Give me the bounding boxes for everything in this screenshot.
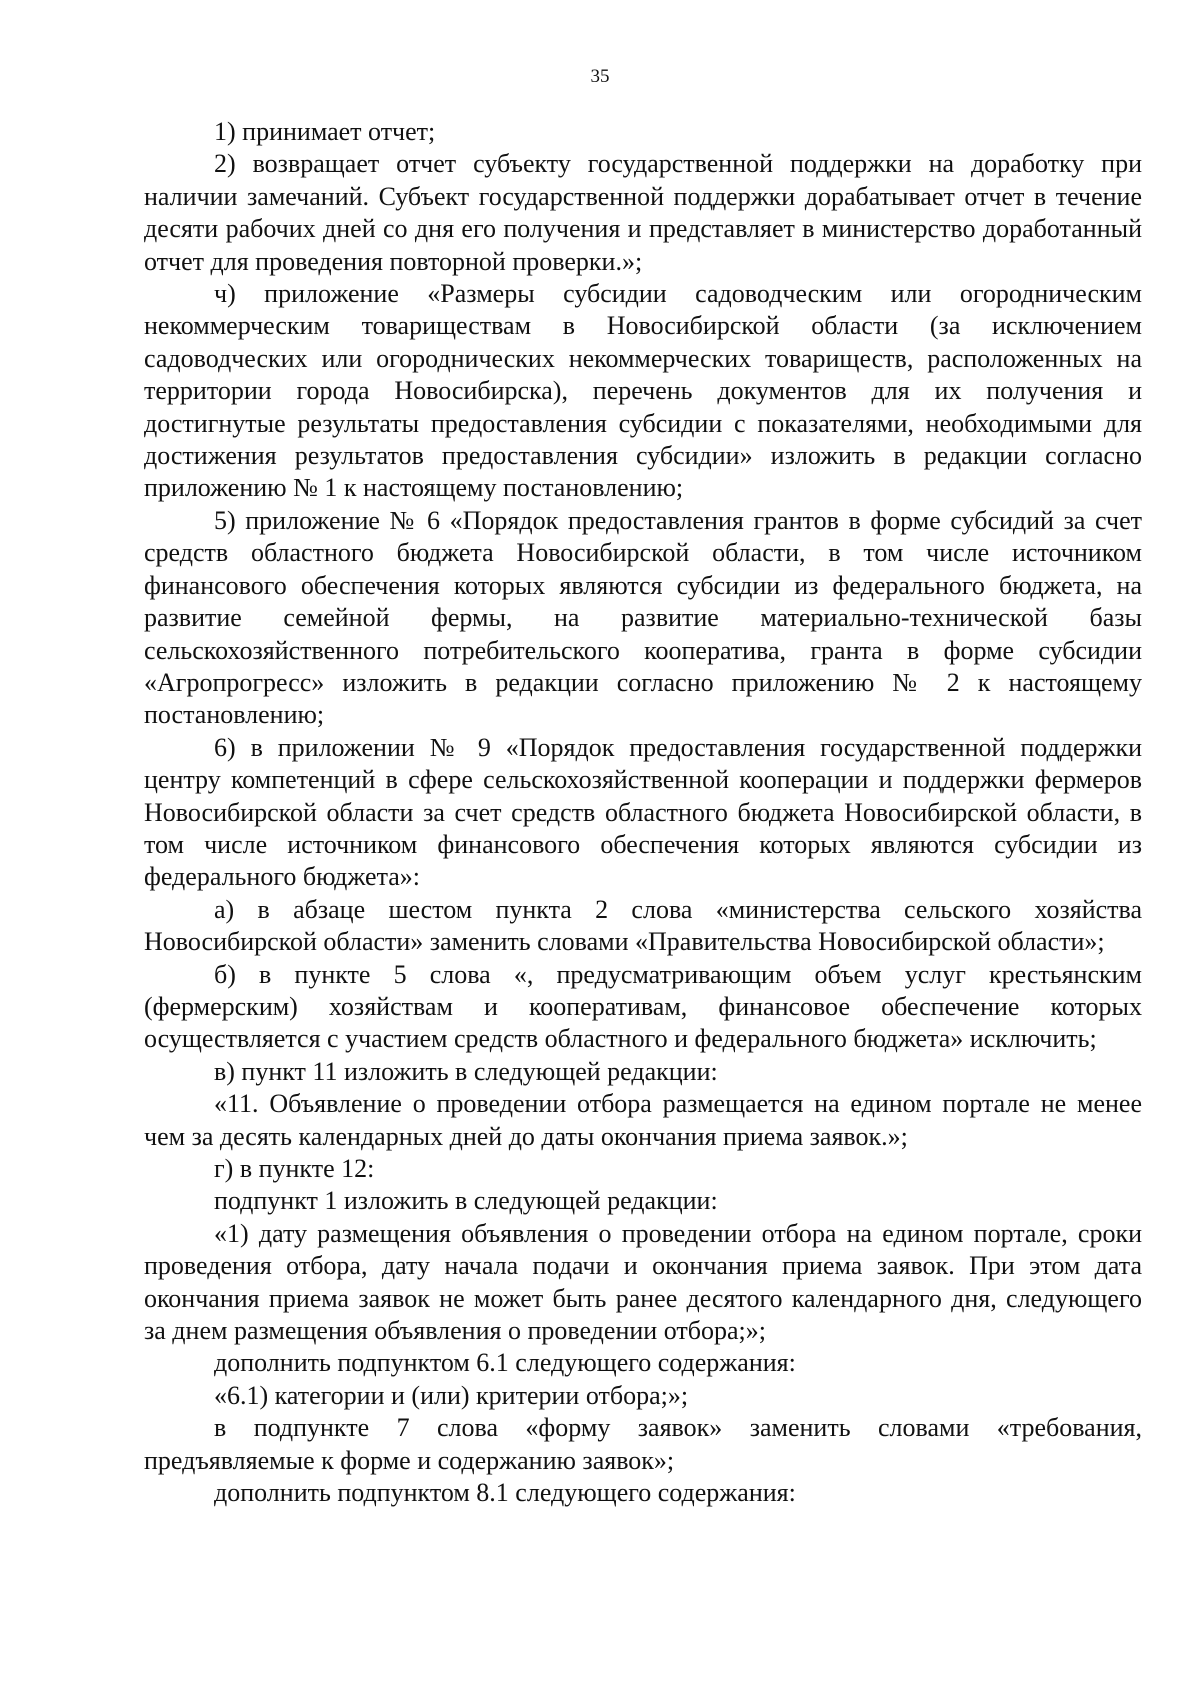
paragraph: «11. Объявление о проведении отбора размещается на едином портале не менее чем за десять календарных дней до даты окончания приема заявок.»;	[144, 1089, 1142, 1151]
document-body	[144, 116, 1142, 1509]
paragraph: дополнить подпунктом 8.1 следующего содержания:	[214, 1478, 796, 1508]
paragraph: а) в абзаце шестом пункта 2 слова «министерства сельского хозяйства Новосибирской области» заменить словами «Правительства Новосибирской области»;	[144, 894, 1142, 957]
page-number: 35	[590, 66, 610, 87]
paragraph: в) пункт 11 изложить в следующей редакции:	[214, 1056, 718, 1086]
paragraph: 5) приложение № 6 «Порядок предоставления грантов в форме субсидий за счет средств областного бюджета Новосибирской области, в том числе источником финансового обеспечения которых являются субсидии из федерального бюджета, на развитие семейной фермы, на развитие материально-технической базы сельскохозяйственного потребительского кооператива, гранта в форме субсидии «Агропрогресс» изложить в редакции согласно приложению № 2 к настоящему постановлению;	[144, 505, 1142, 730]
paragraph: 1) принимает отчет;	[214, 117, 436, 146]
paragraph: ч) приложение «Размеры субсидии садоводческим или огородническим некоммерческим товариществам в Новосибирской области (за исключением садоводческих или огороднических некоммерческих товариществ, расположенных на территории города Новосибирска), перечень документов для их получения и достигнутые результаты предоставления субсидии с показателями, необходимыми для достижения результатов предоставления субсидии» изложить в редакции согласно приложению № 1 к настоящему постановлению;	[144, 279, 1142, 503]
paragraph: в подпункте 7 слова «форму заявок» заменить словами «требования, предъявляемые к форме и содержанию заявок»;	[144, 1413, 1142, 1475]
paragraph: «6.1) категории и (или) критерии отбора;»;	[214, 1380, 689, 1410]
paragraph: «1) дату размещения объявления о проведении отбора на едином портале, сроки проведения отбора, дату начала подачи и окончания приема заявок. При этом дата окончания приема заявок не может быть ранее десятого календарного дня, следующего за днем размещения объявления о проведении отбора;»;	[144, 1218, 1142, 1346]
paragraph: г) в пункте 12:	[214, 1154, 375, 1183]
paragraph: б) в пункте 5 слова «, предусматривающим объем услуг крестьянским (фермерским) хозяйствам и кооперативам, финансовое обеспечение которых осуществляется с участием средств областного и федерального бюджета» исключить;	[144, 959, 1142, 1054]
paragraph: подпункт 1 изложить в следующей редакции:	[214, 1186, 718, 1216]
paragraph: 6) в приложении № 9 «Порядок предоставления государственной поддержки центру компетенций в сфере сельскохозяйственной кооперации и поддержки фермеров Новосибирской области за счет средств областного бюджета Новосибирской области, в том числе источником финансового обеспечения которых являются субсидии из федерального бюджета»:	[144, 732, 1142, 892]
paragraph: дополнить подпунктом 6.1 следующего содержания:	[214, 1348, 796, 1378]
paragraph: 2) возвращает отчет субъекту государственной поддержки на доработку при наличии замечаний. Субъект государственной поддержки дорабатывает отчет в течение десяти рабочих дней со дня его получения и представляет в министерство доработанный отчет для проведения повторной проверки.»;	[144, 149, 1142, 276]
